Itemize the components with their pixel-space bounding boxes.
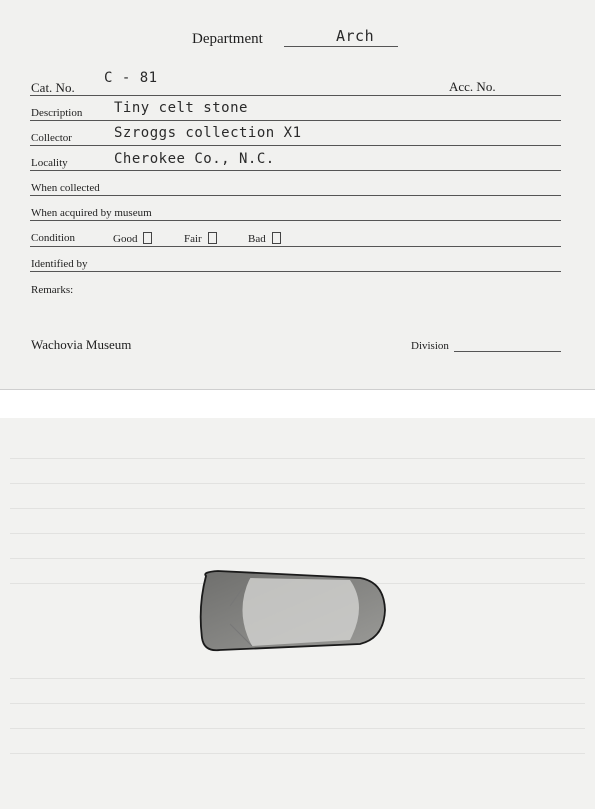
- locality-label: Locality: [31, 157, 68, 169]
- good-checkbox: [143, 232, 152, 244]
- catalog-card-front: [0, 0, 595, 390]
- identified-by-label: Identified by: [31, 258, 88, 270]
- condition-good-label: Good: [113, 233, 138, 245]
- collector-rule: [30, 145, 561, 146]
- collector-label: Collector: [31, 132, 72, 144]
- fair-checkbox: [208, 232, 217, 244]
- department-row: [192, 30, 263, 48]
- celt-highlight: [242, 578, 359, 646]
- museum-name: Wachovia Museum: [31, 337, 132, 352]
- description-label: Description: [31, 107, 83, 119]
- description-rule: [30, 120, 561, 121]
- department-value: Arch: [336, 27, 375, 45]
- condition-bad: [248, 232, 281, 245]
- bad-checkbox: [272, 232, 281, 244]
- faint-rule: [10, 533, 585, 534]
- faint-rule: [10, 508, 585, 509]
- faint-rule: [10, 678, 585, 679]
- department-rule: [284, 46, 398, 47]
- locality-rule: [30, 170, 561, 171]
- faint-rule: [10, 753, 585, 754]
- condition-rule: [30, 246, 561, 247]
- condition-fair-label: Fair: [184, 233, 202, 245]
- when-acquired-label: When acquired by museum: [31, 207, 152, 219]
- department-label: Department: [192, 31, 263, 47]
- when-collected-label: When collected: [31, 182, 100, 194]
- faint-rule: [10, 483, 585, 484]
- when-acquired-rule: [30, 220, 561, 221]
- condition-label: Condition: [31, 232, 76, 244]
- collector-value: Szroggs collection X1: [114, 125, 302, 141]
- cat-no-label: Cat. No.: [31, 80, 75, 95]
- description-value: Tiny celt stone: [114, 100, 248, 116]
- cat-no-rule: [30, 95, 561, 96]
- catalog-card-back: [0, 418, 595, 809]
- division-label: Division: [411, 340, 449, 352]
- acc-no-label: Acc. No.: [449, 79, 496, 94]
- cat-no-value: C - 81: [104, 70, 158, 86]
- locality-value: Cherokee Co., N.C.: [114, 151, 275, 167]
- celt-stone-drawing: [190, 566, 395, 658]
- condition-good: [113, 232, 152, 245]
- condition-fair: [184, 232, 217, 245]
- remarks-label: Remarks:: [31, 284, 74, 296]
- faint-rule: [10, 458, 585, 459]
- division-rule: [454, 351, 561, 352]
- when-collected-rule: [30, 195, 561, 196]
- faint-rule: [10, 558, 585, 559]
- identified-by-rule: [30, 271, 561, 272]
- faint-rule: [10, 728, 585, 729]
- condition-bad-label: Bad: [248, 233, 266, 245]
- faint-rule: [10, 703, 585, 704]
